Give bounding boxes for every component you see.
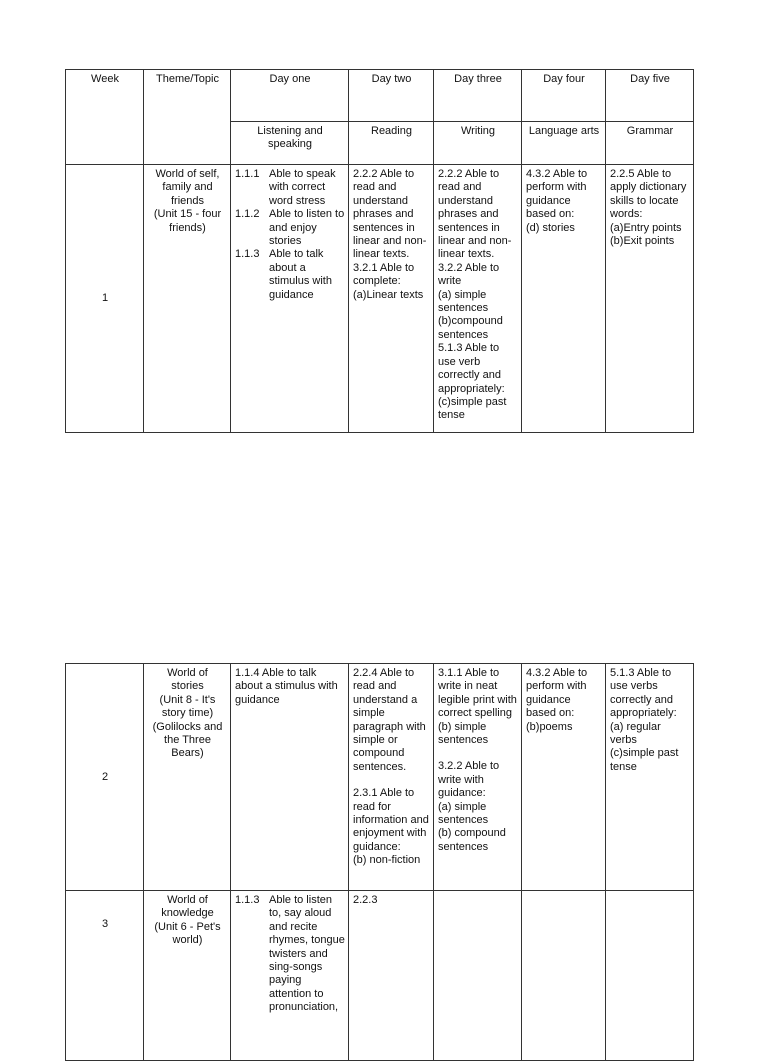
theme-cell: [144, 165, 231, 433]
objective-text: (a) simple sentences: [438, 288, 489, 315]
theme-line: (Unit 6 - Pet's: [154, 920, 221, 933]
header-theme: Theme/Topic: [144, 70, 231, 165]
week-number: 2: [66, 664, 144, 891]
objective-text: Able to listen to and enjoy stories: [269, 208, 345, 248]
objective-number: 1.1.3: [235, 894, 260, 906]
day-four-cell: [522, 664, 606, 891]
objective-item: [235, 208, 345, 248]
header-day-three: Day three: [434, 70, 522, 122]
skill-language-arts: Language arts: [522, 122, 606, 165]
objective-text: (b)compound sentences: [438, 315, 503, 341]
lesson-plan-table-2: [65, 663, 694, 1061]
objective-text: 4.3.2 Able to perform with guidance based on:: [526, 168, 588, 221]
theme-line: knowledge: [161, 907, 214, 920]
spacer: [353, 774, 432, 787]
objective-text: 2.2.4 Able to read and understand a simple paragraph with simple or compound sentences.: [353, 667, 426, 773]
skill-grammar: Grammar: [606, 122, 694, 165]
objective-text: Able to speak with correct word stress: [269, 168, 336, 207]
objective-text: 2.2.3: [353, 894, 378, 906]
theme-line: World of self,: [155, 168, 220, 180]
objective-text: 3.1.1 Able to write in neat legible print with correct spelling: [438, 667, 517, 720]
objective-text: (c)simple past tense: [610, 747, 679, 773]
day-one-cell: [231, 891, 349, 1061]
day-five-cell: [606, 165, 694, 433]
theme-line: World of: [167, 894, 208, 906]
objective-number: 1.1.2: [235, 208, 260, 221]
week-number: 1: [66, 165, 144, 433]
objective-text: 3.2.1 Able to complete:: [353, 261, 415, 288]
day-one-cell: [231, 165, 349, 433]
theme-line: story time): [161, 707, 214, 720]
table-row-week-1: [66, 165, 694, 433]
objective-text: 2.2.2 Able to read and understand phrases and sentences in linear and non-linear texts.: [438, 168, 512, 261]
objective-text: (b) simple sentences: [438, 720, 489, 747]
objective-text: (b) compound sentences: [438, 827, 506, 853]
theme-line: (Golilocks and: [152, 720, 223, 733]
day-two-cell: [349, 664, 434, 891]
objective-number: 1.1.3: [235, 248, 260, 261]
objective-text: (c)simple past tense: [438, 395, 507, 422]
objective-text: (b)Exit points: [610, 235, 675, 248]
theme-cell: [144, 891, 231, 1061]
objective-item: [235, 168, 345, 208]
table-row-week-2: [66, 664, 694, 891]
day-three-cell: [434, 664, 522, 891]
objective-text: 2.3.1 Able to read for information and enjoyment with guidance:: [353, 787, 429, 853]
day-two-cell: [349, 165, 434, 433]
theme-line: stories: [171, 680, 204, 693]
theme-cell: [144, 664, 231, 891]
objective-number: 1.1.1: [235, 168, 260, 180]
objective-text: 2.2.5 Able to apply dictionary skills to locate words:: [610, 168, 687, 221]
day-five-cell: [606, 664, 694, 891]
theme-line: friends: [170, 194, 205, 207]
theme-line: family and: [162, 181, 213, 194]
theme-line: (Unit 15 - four: [153, 208, 222, 221]
day-three-cell: [434, 891, 522, 1061]
objective-text: (a) regular verbs: [610, 720, 661, 747]
day-one-cell: [231, 664, 349, 891]
theme-line: world): [172, 934, 203, 947]
day-five-cell: [606, 891, 694, 1061]
header-day-four: Day four: [522, 70, 606, 122]
week-number: 3: [66, 891, 144, 1061]
objective-text: 5.1.3 Able to use verbs correctly and appropriately:: [610, 667, 677, 720]
objective-text: (b) non-fiction: [353, 854, 421, 867]
objective-text: 5.1.3 Able to use verb correctly and appropriately:: [438, 342, 505, 395]
objective-text: 1.1.4 Able to talk about a stimulus with guidance: [235, 667, 338, 706]
skill-listening-speaking: Listening and speaking: [231, 122, 349, 165]
objective-item: [235, 248, 345, 302]
objective-text: 3.2.2 Able to write with guidance:: [438, 760, 500, 800]
objective-text: (a)Entry points: [610, 221, 682, 234]
objective-text: (a)Linear texts: [353, 288, 424, 301]
header-row-days: [66, 70, 694, 122]
skill-reading: Reading: [349, 122, 434, 165]
lesson-plan-table-1: [65, 69, 694, 433]
objective-text: 3.2.2 Able to write: [438, 261, 500, 288]
theme-line: friends): [169, 221, 206, 234]
day-three-cell: [434, 165, 522, 433]
objective-text: Able to talk about a stimulus with guidance: [269, 248, 332, 301]
objective-text: 4.3.2 Able to perform with guidance based on:: [526, 667, 588, 720]
theme-line: Bears): [171, 747, 204, 760]
theme-line: the Three: [164, 734, 211, 747]
day-four-cell: [522, 891, 606, 1061]
header-day-one: Day one: [231, 70, 349, 122]
header-week: Week: [66, 70, 144, 165]
theme-line: (Unit 8 - It's: [159, 693, 216, 706]
day-two-cell: [349, 891, 434, 1061]
objective-text: (a) simple sentences: [438, 800, 489, 827]
header-day-two: Day two: [349, 70, 434, 122]
header-day-five: Day five: [606, 70, 694, 122]
objective-text: (d) stories: [526, 221, 575, 234]
day-four-cell: [522, 165, 606, 433]
spacer: [438, 747, 518, 760]
objective-text: Able to listen to, say aloud and recite rhymes, tongue twisters and sing-songs paying attention to pronunciation,: [269, 894, 345, 1014]
objective-text: (b)poems: [526, 720, 573, 733]
objective-item: [235, 894, 345, 1015]
skill-writing: Writing: [434, 122, 522, 165]
theme-line: World of: [167, 667, 208, 679]
table-row-week-3: [66, 891, 694, 1061]
objective-text: 2.2.2 Able to read and understand phrases and sentences in linear and non-linear texts.: [353, 168, 427, 261]
